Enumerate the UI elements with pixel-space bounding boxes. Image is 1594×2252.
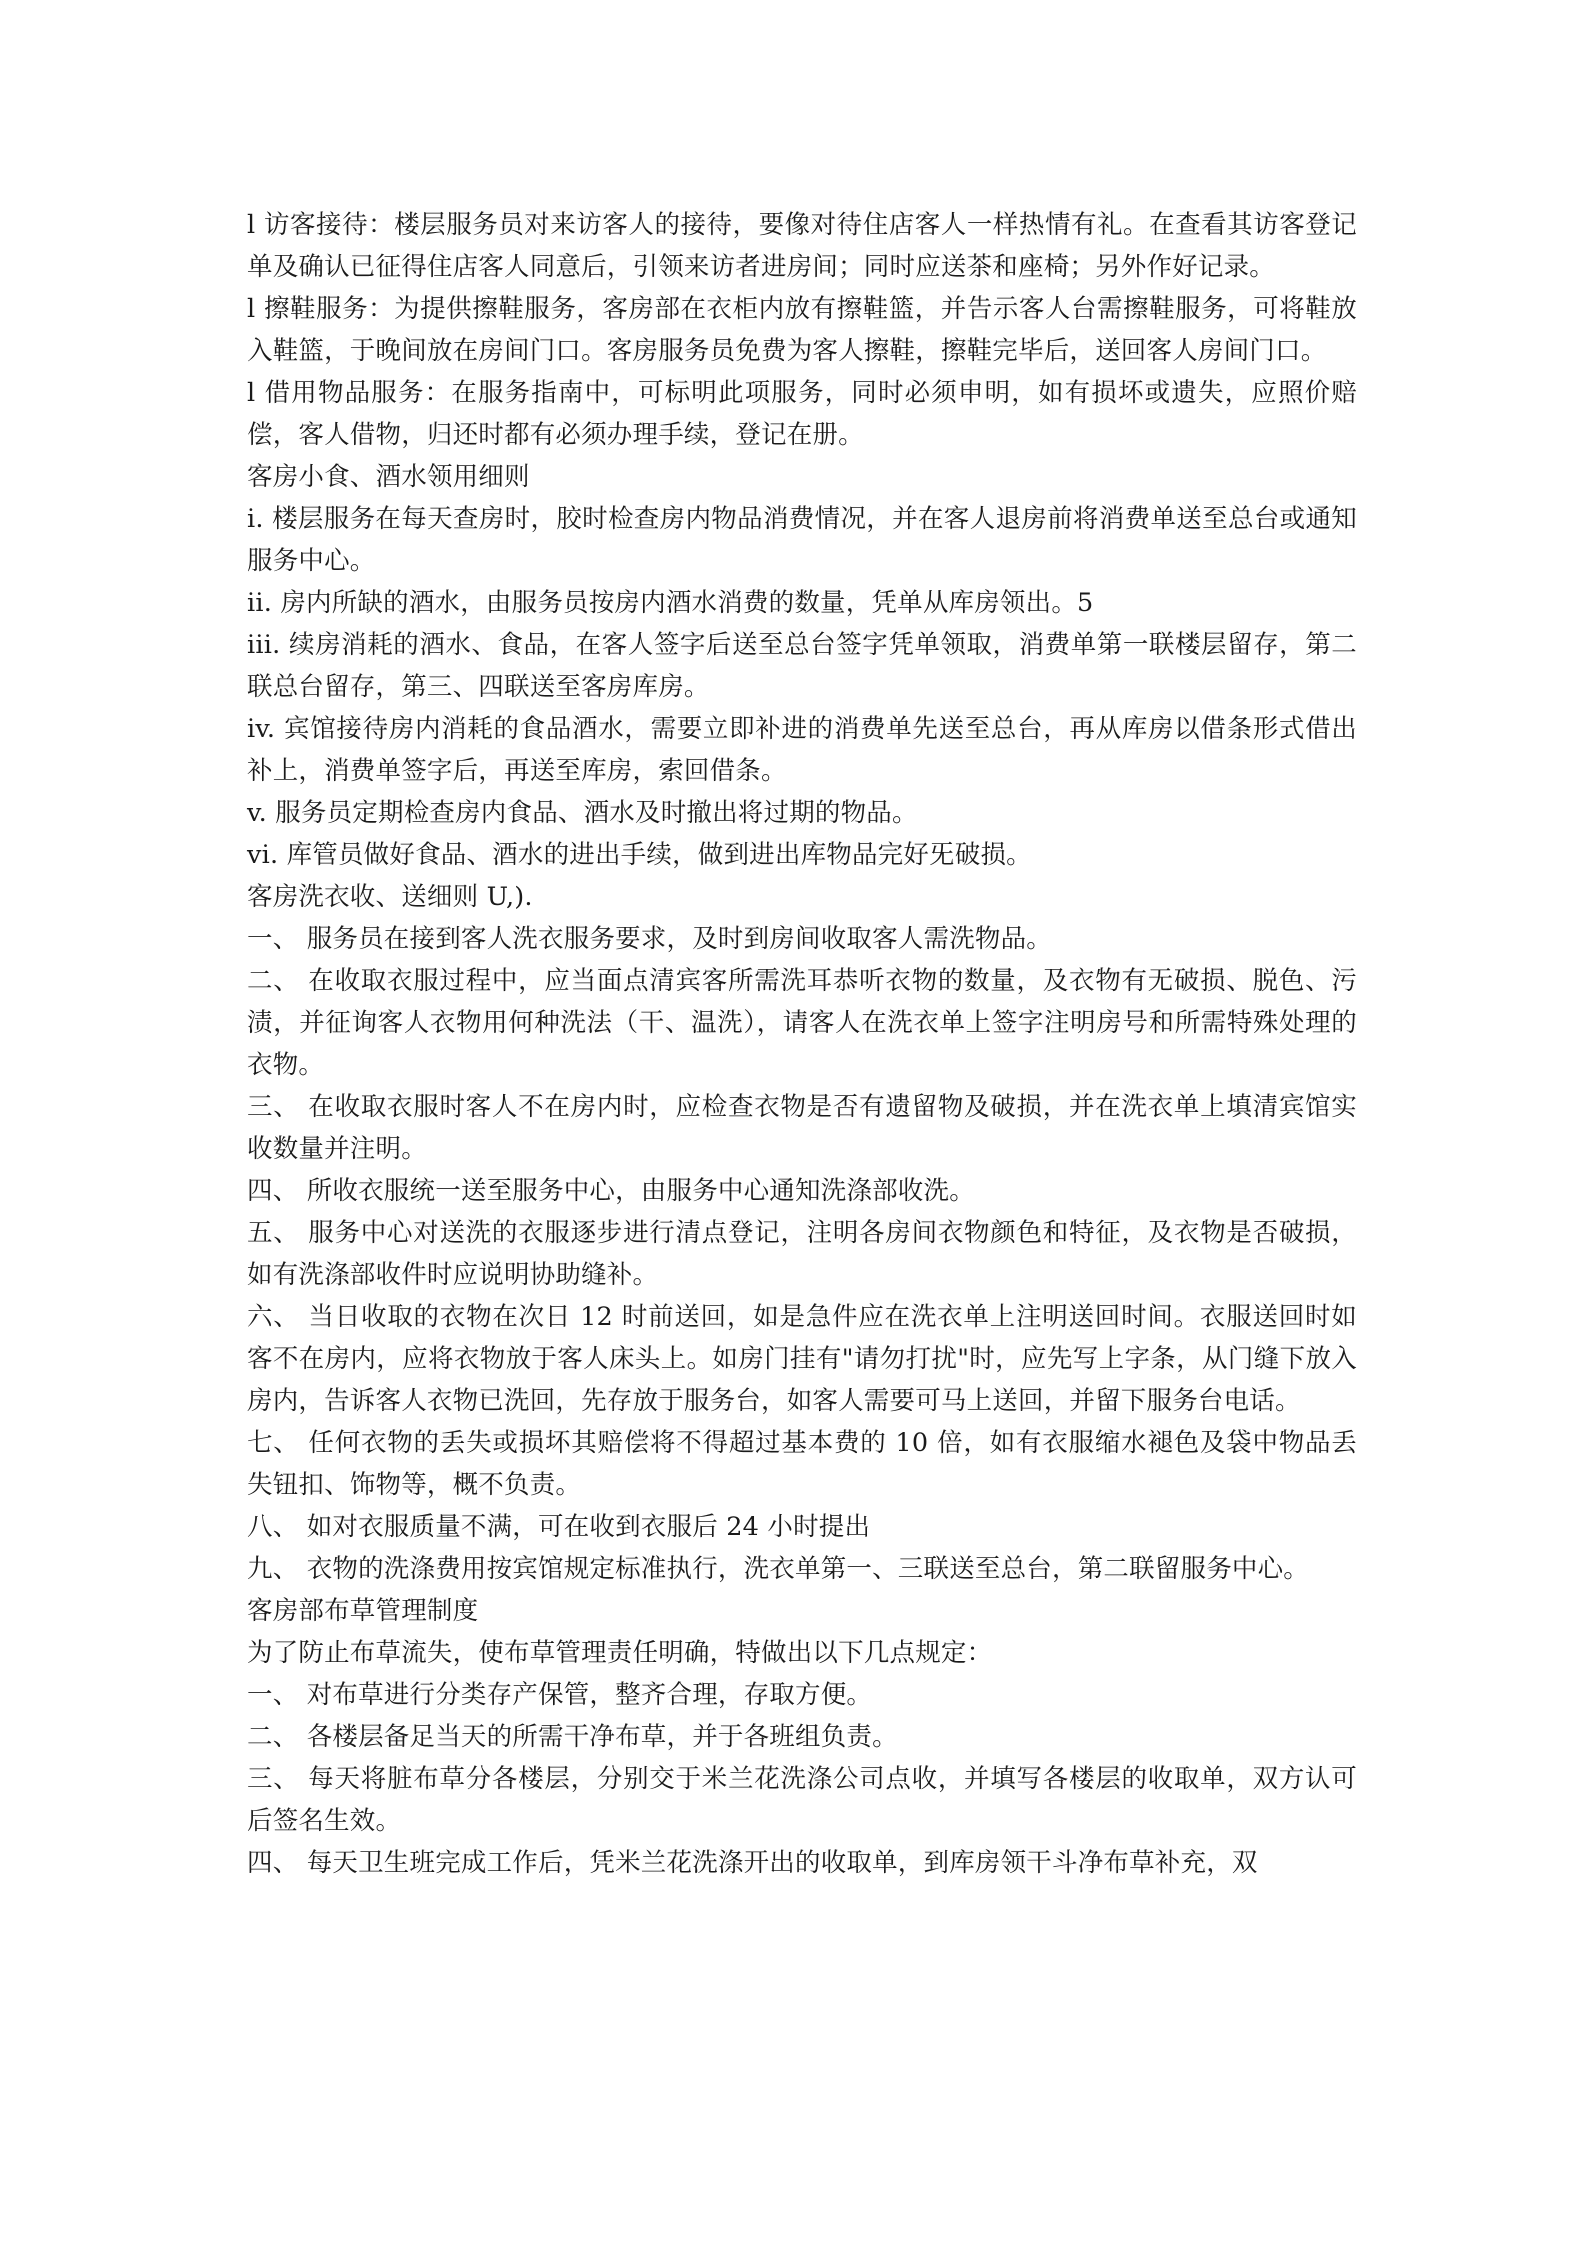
paragraph-laundry-2: 二、 在收取衣服过程中，应当面点清宾客所需洗耳恭听衣物的数量，及衣物有无破损、脱色、污渍，并征询客人衣物用何种洗法（干、温洗），请客人在洗衣单上签字注明房号和所需特殊处理的衣物。 [247,966,1357,1080]
paragraph-visitor-reception: l 访客接待：楼层服务员对来访客人的接待，要像对待住店客人一样热情有礼。在查看其访客登记单及确认已征得住店客人同意后，引领来访者进房间；同时应送茶和座椅；另外作好记录。 [247,210,1357,282]
section-heading-linen: 客房部布草管理制度 [247,1596,479,1626]
paragraph-linen-3: 三、 每天将脏布草分各楼层，分别交于米兰花洗涤公司点收，并填写各楼层的收取单，双方认可后签名生效。 [247,1764,1357,1836]
paragraph-linen-intro: 为了防止布草流失，使布草管理责任明确，特做出以下几点规定： [247,1638,993,1668]
paragraph-minibar-v: v. 服务员定期检查房内食品、酒水及时撤出将过期的物品。 [247,798,918,828]
paragraph-minibar-iii: iii. 续房消耗的酒水、食品，在客人签字后送至总台签字凭单领取，消费单第一联楼层留存，第二联总台留存，第三、四联送至客房库房。 [247,630,1357,702]
paragraph-linen-1: 一、 对布草进行分类存产保管，整齐合理，存取方便。 [247,1680,873,1710]
paragraph-minibar-ii: ii. 房内所缺的酒水，由服务员按房内酒水消费的数量，凭单从库房领出。5 [247,588,1094,618]
section-heading-laundry: 客房洗衣收、送细则 U,). [247,882,533,912]
paragraph-laundry-9: 九、 衣物的洗涤费用按宾馆规定标准执行，洗衣单第一、三联送至总台，第二联留服务中心。 [247,1554,1310,1584]
paragraph-minibar-i: i. 楼层服务在每天查房时，胶时检查房内物品消费情况，并在客人退房前将消费单送至总台或通知服务中心。 [247,504,1357,576]
section-heading-minibar: 客房小食、酒水领用细则 [247,462,530,492]
paragraph-minibar-iv: iv. 宾馆接待房内消耗的食品酒水，需要立即补进的消费单先送至总台，再从库房以借条形式借出补上，消费单签字后，再送至库房，索回借条。 [247,714,1357,786]
paragraph-laundry-3: 三、 在收取衣服时客人不在房内时，应检查衣物是否有遗留物及破损，并在洗衣单上填清宾馆实收数量并注明。 [247,1092,1357,1164]
paragraph-minibar-vi: vi. 库管员做好食品、酒水的进出手续，做到进出库物品完好旡破损。 [247,840,1032,870]
paragraph-laundry-6: 六、 当日收取的衣物在次日 12 时前送回，如是急件应在洗衣单上注明送回时间。衣服送回时如客不在房内，应将衣物放于客人床头上。如房门挂有"请勿打扰"时，应先写上字条，从门缝下放入房内，告诉客人衣物已洗回，先存放于服务台，如客人需要可马上送回，并留下服务台电话。 [247,1302,1357,1416]
paragraph-laundry-1: 一、 服务员在接到客人洗衣服务要求，及时到房间收取客人需洗物品。 [247,924,1053,954]
paragraph-laundry-5: 五、 服务中心对送洗的衣服逐步进行清点登记，注明各房间衣物颜色和特征，及衣物是否破损，如有洗涤部收件时应说明协助缝补。 [247,1218,1357,1290]
paragraph-shoe-shine: l 擦鞋服务：为提供擦鞋服务，客房部在衣柜内放有擦鞋篮，并告示客人台需擦鞋服务，可将鞋放入鞋篮，于晚间放在房间门口。客房服务员免费为客人擦鞋，擦鞋完毕后，送回客人房间门口。 [247,294,1357,366]
paragraph-laundry-8: 八、 如对衣服质量不满，可在收到衣服后 24 小时提出 [247,1512,871,1542]
paragraph-linen-4: 四、 每天卫生班完成工作后，凭米兰花洗涤开出的收取单，到库房领干斗净布草补充，双 [247,1848,1258,1878]
paragraph-laundry-7: 七、 任何衣物的丢失或损坏其赔偿将不得超过基本费的 10 倍，如有衣服缩水褪色及袋中物品丢失钮扣、饰物等，概不负责。 [247,1428,1357,1500]
document-body [247,204,1357,1884]
paragraph-borrow-items: l 借用物品服务：在服务指南中，可标明此项服务，同时必须申明，如有损坏或遗失，应照价赔偿，客人借物，归还时都有必须办理手续，登记在册。 [247,378,1357,450]
paragraph-linen-2: 二、 各楼层备足当天的所需干净布草，并于各班组负责。 [247,1722,898,1752]
paragraph-laundry-4: 四、 所收衣服统一送至服务中心，由服务中心通知洗涤部收洗。 [247,1176,975,1206]
